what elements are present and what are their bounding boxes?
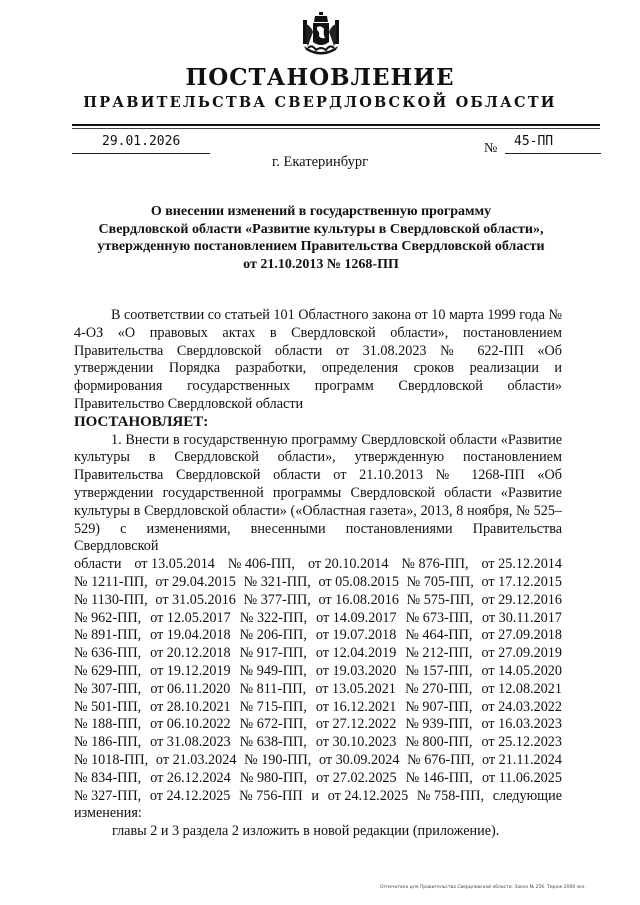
print-imprint: Отпечатано для Правительства Свердловской области. Заказ № 256. Тираж 2000 экз. xyxy=(380,885,586,890)
amendment-cell: от 12.04.2019 xyxy=(315,645,397,662)
amendment-row xyxy=(74,627,562,645)
amendment-cell: № 939-ПП, xyxy=(405,716,473,733)
amendment-cell: от 20.10.2014 xyxy=(307,556,389,573)
amendment-row xyxy=(74,592,562,610)
amendment-cell: № 876-ПП, xyxy=(401,556,469,573)
amendment-cell: № 891-ПП, xyxy=(74,627,142,644)
amendment-cell: от 11.06.2025 xyxy=(481,769,562,786)
amendment-cell: № 629-ПП, xyxy=(74,662,142,679)
amendment-cell: № 949-ПП, xyxy=(239,662,307,679)
amendment-row xyxy=(74,681,562,699)
amendment-cell: № 377-ПП, xyxy=(243,591,311,608)
amendment-cell: № 321-ПП, xyxy=(243,573,311,590)
amendment-cell: № 638-ПП, xyxy=(239,734,307,751)
amendment-cell: от 27.12.2022 xyxy=(315,716,397,733)
document-type-title: ПОСТАНОВЛЕНИЕ xyxy=(185,64,455,91)
amendment-cell: № 811-ПП, xyxy=(239,680,307,697)
amendment-cell: № 157-ПП, xyxy=(405,662,473,679)
amendment-row xyxy=(74,788,562,806)
amendment-cell: от 24.12.2025 xyxy=(327,787,409,804)
amendment-cell: от 16.08.2016 xyxy=(318,591,399,608)
decree-heading xyxy=(72,203,570,273)
amendment-cell: № 327-ПП, xyxy=(74,787,142,804)
amendment-cell: № 1211-ПП, xyxy=(74,573,148,590)
amendment-cell: № 322-ПП, xyxy=(239,609,307,626)
amendment-cell: от 30.11.2017 xyxy=(481,609,562,626)
amendment-cell: № 270-ПП, xyxy=(405,680,473,697)
amendment-cell: № 756-ПП xyxy=(239,787,303,804)
amendment-row xyxy=(74,752,562,770)
amendment-cell: № 1018-ПП, xyxy=(74,751,149,768)
amendment-cell: от 25.12.2014 xyxy=(481,556,562,573)
amendment-cell: от 19.03.2020 xyxy=(315,662,397,679)
amendment-cell: от 17.12.2015 xyxy=(481,573,562,590)
amendment-cell: № 186-ПП, xyxy=(74,734,142,751)
amendment-cell: № 464-ПП, xyxy=(405,627,473,644)
amendment-cell: от 19.12.2019 xyxy=(150,662,231,679)
amendment-cell: от 29.04.2015 xyxy=(155,573,236,590)
amendment-cell: от 16.03.2023 xyxy=(481,716,562,733)
amendment-cell: от 29.12.2016 xyxy=(481,591,562,608)
amendment-cell: от 31.05.2016 xyxy=(155,591,236,608)
amendment-cell: от 26.12.2024 xyxy=(150,769,231,786)
amendment-cell: от 27.02.2025 xyxy=(316,769,397,786)
amendment-cell: № 800-ПП, xyxy=(405,734,473,751)
amendment-cell: № 575-ПП, xyxy=(406,591,474,608)
amendment-row xyxy=(74,645,562,663)
heading-line: О внесении изменений в государственную программу xyxy=(150,204,492,219)
amendment-row xyxy=(74,574,562,592)
amendment-instruction: главы 2 и 3 раздела 2 изложить в новой редакции (приложение). xyxy=(112,823,500,840)
amendment-cell: № 907-ПП, xyxy=(405,698,473,715)
amendment-cell: от 19.04.2018 xyxy=(150,627,231,644)
amendment-row xyxy=(74,716,562,734)
item-1-intro: 1. Внести в государственную программу Свердловской области «Развитие культуры в Свердловской области», утвержденную постановлением Правительства Свердловской области от 21.10.2013 № 1268-ПП «Об утверждении государственной программы Свердловской области «Развитие культуры в Свердловской области» («Областная газета», 2013, 8 ноября, № 525–529) с изменениями, внесенными постановлениями Правительства Свердловской xyxy=(74,431,562,555)
amendment-cell: от 24.03.2022 xyxy=(481,698,562,715)
amendment-cell: № 673-ПП, xyxy=(405,609,473,626)
amendment-cell: от 06.11.2020 xyxy=(150,680,231,697)
amendment-cell: от 28.10.2021 xyxy=(150,698,231,715)
amendment-cell: № 758-ПП, xyxy=(416,787,485,804)
heading-line: утвержденную постановлением Правительства Свердловской области xyxy=(97,239,545,255)
amendment-cell: от 30.10.2023 xyxy=(315,734,397,751)
amendment-cell: № 917-ПП, xyxy=(239,645,307,662)
amendment-cell: № 715-ПП, xyxy=(239,698,307,715)
amendment-cell: от 06.10.2022 xyxy=(150,716,231,733)
amendment-cell: № 834-ПП, xyxy=(74,769,142,786)
amendment-cell: от 14.05.2020 xyxy=(481,662,562,679)
amendment-cell: от 27.09.2019 xyxy=(481,645,562,662)
amendment-cell: № 636-ПП, xyxy=(74,645,142,662)
amendment-cell: следующие xyxy=(492,787,562,804)
amendment-cell: от 16.12.2021 xyxy=(315,698,397,715)
amendment-cell: № 980-ПП, xyxy=(239,769,307,786)
number-sign: № xyxy=(484,141,498,156)
amendment-cell: № 676-ПП, xyxy=(407,751,475,768)
amendment-cell: № 672-ПП, xyxy=(239,716,307,733)
decree-date: 29.01.2026 xyxy=(102,134,181,149)
amendment-cell: от 31.08.2023 xyxy=(150,734,231,751)
decree-operative-word: ПОСТАНОВЛЯЕТ: xyxy=(74,413,209,430)
heading-line: Свердловской области «Развитие культуры в Свердловской области», xyxy=(98,221,544,237)
issuing-authority: ПРАВИТЕЛЬСТВА СВЕРДЛОВСКОЙ ОБЛАСТИ xyxy=(83,94,557,111)
amendment-cell: и xyxy=(311,787,319,804)
amendment-cell: от 13.05.2021 xyxy=(315,680,396,697)
amendment-row xyxy=(74,663,562,681)
amendment-cell: № 190-ПП, xyxy=(244,751,312,768)
amendments-tail: изменения: xyxy=(74,805,142,822)
amendment-row xyxy=(74,610,562,628)
amendment-cell: № 501-ПП, xyxy=(74,698,142,715)
amendment-cell: области xyxy=(74,556,122,573)
coat-of-arms-icon xyxy=(302,12,340,56)
amendment-cell: от 25.12.2023 xyxy=(481,734,562,751)
amendment-cell: № 705-ПП, xyxy=(406,573,474,590)
amendment-row xyxy=(74,770,562,788)
amendment-cell: от 05.08.2015 xyxy=(318,573,399,590)
amendment-cell: № 962-ПП, xyxy=(74,609,142,626)
amendments-list xyxy=(74,556,562,805)
amendment-cell: № 406-ПП, xyxy=(227,556,295,573)
amendment-cell: № 1130-ПП, xyxy=(74,591,148,608)
issue-city: г. Екатеринбург xyxy=(271,154,369,170)
decree-number: 45-ПП xyxy=(514,134,554,149)
header-divider-thin xyxy=(72,128,600,129)
amendment-cell: № 146-ПП, xyxy=(405,769,473,786)
amendment-cell: № 307-ПП, xyxy=(74,680,142,697)
amendment-cell: от 27.09.2018 xyxy=(481,627,562,644)
amendment-cell: от 24.12.2025 xyxy=(149,787,231,804)
header-divider xyxy=(72,124,600,126)
amendment-cell: от 21.03.2024 xyxy=(155,751,237,768)
amendment-cell: от 13.05.2014 xyxy=(134,556,215,573)
preamble-paragraph: В соответствии со статьей 101 Областного закона от 10 марта 1999 года № 4-ОЗ «О правовых актах в Свердловской области», постановлением Правительства Свердловской области от 31.08.2023 № 622-ПП «Об утверждении Порядка разработки, определения сроков реализации и формирования государственных программ Свердловской области» Правительство Свердловской области xyxy=(74,307,562,412)
amendment-cell: от 20.12.2018 xyxy=(150,645,231,662)
amendment-cell: № 206-ПП, xyxy=(239,627,307,644)
amendment-cell: от 14.09.2017 xyxy=(316,609,397,626)
amendment-cell: от 30.09.2024 xyxy=(318,751,400,768)
amendment-cell: от 21.11.2024 xyxy=(481,751,562,768)
amendment-row xyxy=(74,699,562,717)
amendment-cell: от 12.05.2017 xyxy=(150,609,231,626)
amendment-cell: № 188-ПП, xyxy=(74,716,142,733)
preamble-block xyxy=(74,307,562,841)
amendment-cell: от 19.07.2018 xyxy=(315,627,397,644)
amendment-row xyxy=(74,556,562,574)
heading-line: от 21.10.2013 № 1268-ПП xyxy=(243,256,399,272)
amendment-cell: от 12.08.2021 xyxy=(481,680,562,697)
amendment-row xyxy=(74,734,562,752)
amendment-cell: № 212-ПП, xyxy=(405,645,473,662)
